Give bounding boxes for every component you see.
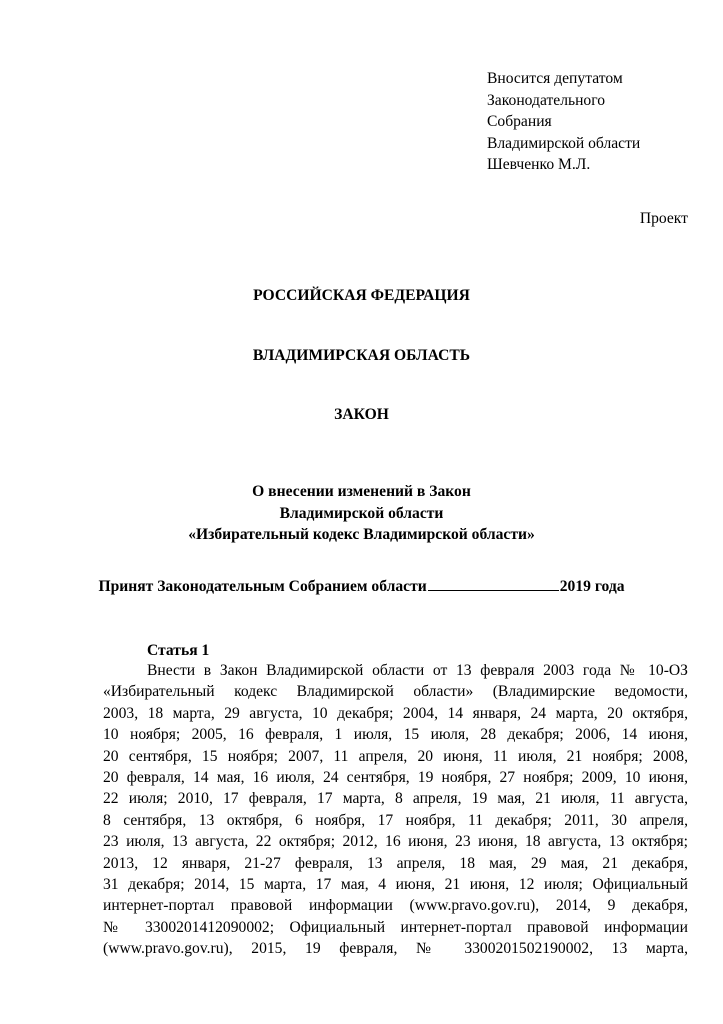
article-body-line: 2003, 18 марта, 29 августа, 10 декабря; 2004, 14 января, 24 марта, 20 октября, (103, 704, 688, 722)
article-body-line: 20 февраля, 14 мая, 16 июля, 24 сентября, 19 ноября, 27 ноября; 2009, 10 июня, (103, 768, 688, 786)
law-title-line: «Избирательный кодекс Владимирской области» (188, 526, 535, 543)
article-body-line: (www.pravo.gov.ru), 2015, 19 февраля, № 3300201502190002, 13 марта, (103, 940, 688, 958)
law-title (0, 481, 723, 546)
article-body-line: № 3300201412090002; Официальный интернет-портал правовой информации (103, 918, 688, 936)
article-body (103, 660, 688, 959)
article-body-line: 31 декабря; 2014, 15 марта, 17 мая, 4 июня, 21 июня, 12 июля; Официальный (103, 875, 688, 893)
law-title-line: О внесении изменений в Закон (252, 483, 471, 500)
submitter-line: Законодательного (487, 91, 606, 109)
submitter-line: Владимирской области (487, 134, 641, 152)
law-title-line: Владимирской области (279, 504, 444, 522)
article-body-line: 23 июля, 13 августа, 22 октября; 2012, 16 июня, 23 июня, 18 августа, 13 октября; (103, 833, 688, 851)
article-body-line: интернет-портал правовой информации (www.pravo.gov.ru), 2014, 9 декабря, (103, 897, 688, 915)
adoption-line (0, 574, 723, 598)
draft-label: Проект (639, 210, 688, 227)
adoption-date-blank (428, 574, 559, 591)
heading-region: ВЛАДИМИРСКАЯ ОБЛАСТЬ (252, 347, 471, 364)
adoption-prefix: Принят Законодательным Собранием области (98, 578, 427, 595)
article-body-line: 10 ноября; 2005, 16 февраля, 1 июля, 15 июля, 28 декабря; 2006, 14 июня, (103, 726, 688, 744)
submitter-block (487, 68, 640, 176)
article-body-line: «Избирательный кодекс Владимирской области» (Владимирские ведомости, (103, 683, 688, 701)
heading-law: ЗАКОН (334, 406, 389, 423)
heading-federation: РОССИЙСКАЯ ФЕДЕРАЦИЯ (253, 287, 470, 304)
submitter-line: Шевченко М.Л. (487, 156, 591, 173)
article-body-line: 2013, 12 января, 21-27 февраля, 13 апреля, 18 мая, 29 мая, 21 декабря, (103, 854, 688, 872)
article-heading: Статья 1 (147, 642, 210, 659)
submitter-line: Вносится депутатом (487, 70, 623, 87)
article-body-line: Внести в Закон Владимирской области от 13 февраля 2003 года № 10-ОЗ (147, 662, 688, 679)
article-body-line: 20 сентября, 15 ноября; 2007, 11 апреля, 20 июня, 11 июля, 21 ноября; 2008, (103, 747, 688, 765)
article-body-line: 8 сентября, 13 октября, 6 ноября, 17 ноября, 11 декабря; 2011, 30 апреля, (103, 811, 688, 829)
adoption-year: 2019 года (559, 578, 625, 595)
article-body-line: 22 июля; 2010, 17 февраля, 17 марта, 8 апреля, 19 мая, 21 июля, 11 августа, (103, 790, 688, 808)
submitter-line: Собрания (487, 113, 552, 130)
